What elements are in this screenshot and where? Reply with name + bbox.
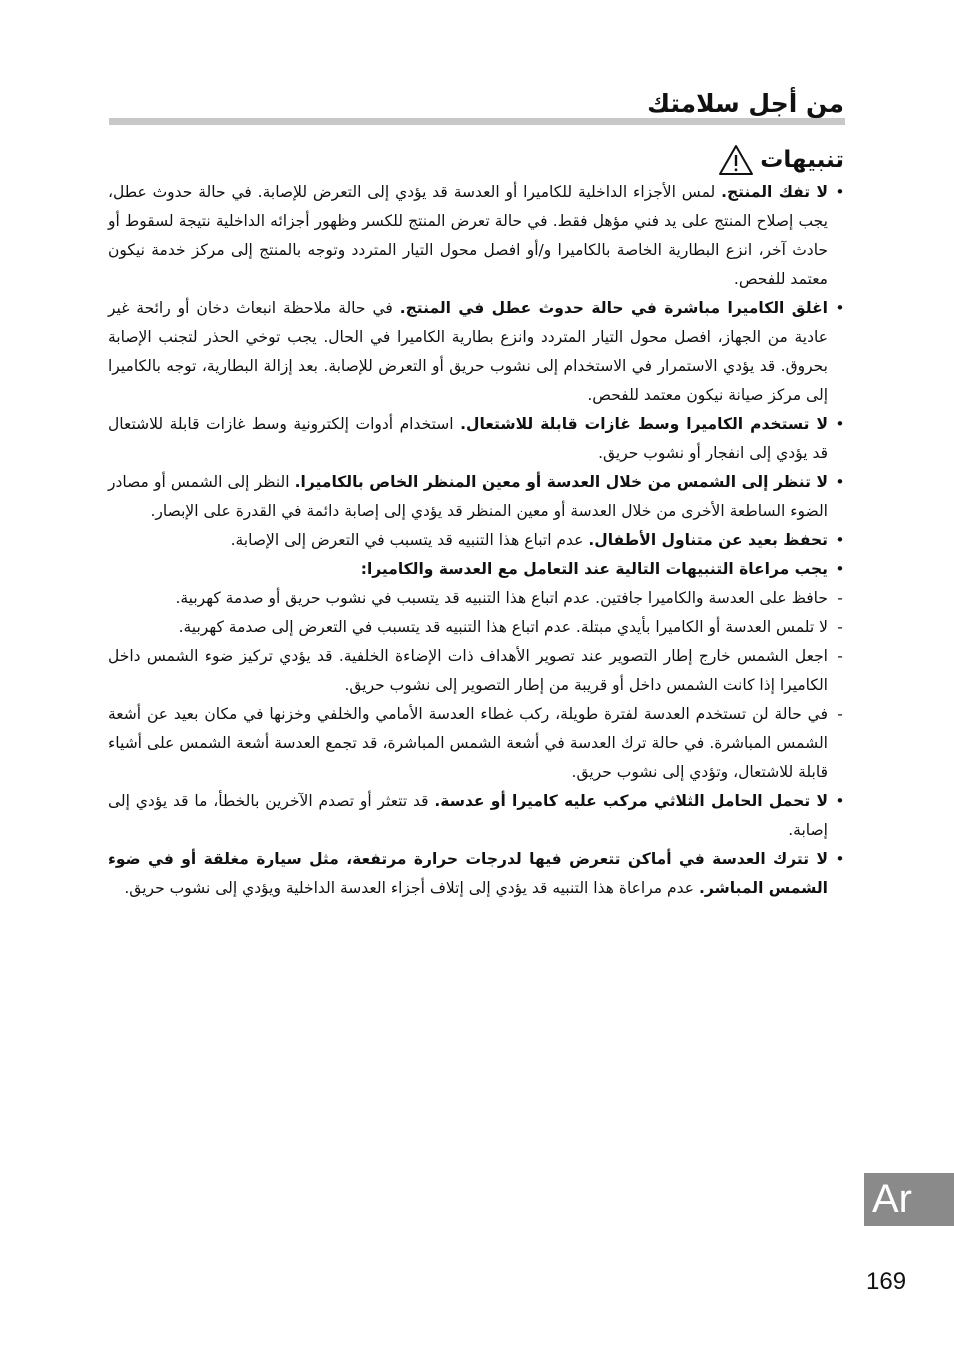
dash-marker: - xyxy=(837,618,843,636)
list-item xyxy=(108,787,850,845)
item-text: عدم مراعاة هذا التنبيه قد يؤدي إلى إتلاف أجزاء العدسة الداخلية ويؤدي إلى نشوب حريق. xyxy=(124,879,694,897)
dash-marker: - xyxy=(837,647,843,665)
item-text: في حالة ملاحظة انبعاث دخان أو رائحة غير عادية من الجهاز، افصل محول التيار المتردد وانزع بطارية الكاميرا في الحال. يجب توخي الحذر لتجنب الإصابة بحروق. قد يؤدي الاستمرار في الاستخدام إلى نشوب حريق أو التعرض للإصابة. بعد إزالة البطارية، توجه بالكاميرا إلى مركز صيانة نيكون معتمد للفحص. xyxy=(108,299,828,404)
item-text: لمس الأجزاء الداخلية للكاميرا أو العدسة قد يؤدي إلى التعرض للإصابة. في حالة حدوث عطل، يجب إصلاح المنتج على يد فني مؤهل فقط. في حالة تعرض المنتج للكسر وظهور أجزائه الداخلية نتيجة لسقوط أو حادث آخر، انزع البطارية الخاصة بالكاميرا و/أو افصل محول التيار المتردد وتوجه بالمنتج إلى مركز خدمة نيكون معتمد للفحص. xyxy=(108,183,828,288)
page-title: من أجل سلامتك xyxy=(647,89,844,118)
bullet-marker: • xyxy=(835,415,845,433)
item-heading: لا تفك المنتج. xyxy=(721,183,828,201)
item-text: قد تتعثر أو تصدم الآخرين بالخطأ، ما قد يؤدي إلى إصابة. xyxy=(108,792,828,839)
sub-item xyxy=(108,584,850,613)
page-number: 169 xyxy=(866,1268,907,1295)
item-heading: لا تستخدم الكاميرا وسط غازات قابلة للاشتعال. xyxy=(460,415,829,433)
item-text: استخدام أدوات إلكترونية وسط غازات قابلة للاشتعال قد يؤدي إلى انفجار أو نشوب حريق. xyxy=(108,415,828,462)
item-heading: لا تترك العدسة في أماكن تتعرض فيها لدرجات حرارة مرتفعة، مثل سيارة مغلقة أو في ضوء الشمس المباشر. xyxy=(108,850,828,897)
list-item xyxy=(108,845,850,903)
warnings-list xyxy=(108,178,850,903)
list-item xyxy=(108,555,850,584)
bullet-marker: • xyxy=(835,299,845,317)
language-tab: Ar xyxy=(864,1173,954,1226)
bullet-marker: • xyxy=(835,560,845,578)
item-text: عدم اتباع هذا التنبيه قد يتسبب في التعرض إلى الإصابة. xyxy=(230,531,584,549)
bullet-marker: • xyxy=(835,850,845,868)
item-heading: اغلق الكاميرا مباشرة في حالة حدوث عطل في المنتج. xyxy=(399,299,828,317)
dash-marker: - xyxy=(837,589,843,607)
list-item xyxy=(108,178,850,294)
list-item xyxy=(108,410,850,468)
item-heading: تحفظ بعيد عن متناول الأطفال. xyxy=(588,531,828,549)
bullet-marker: • xyxy=(835,183,845,201)
item-text: النظر إلى الشمس أو مصادر الضوء الساطعة الأخرى من خلال العدسة أو معين المنظر قد يؤدي إلى إصابة دائمة في القدرة على الإبصار. xyxy=(108,473,828,520)
bullet-marker: • xyxy=(835,473,845,491)
list-item xyxy=(108,526,850,555)
item-heading: يجب مراعاة التنبيهات التالية عند التعامل مع العدسة والكاميرا: xyxy=(360,560,828,578)
sub-item xyxy=(108,613,850,642)
bullet-marker: • xyxy=(835,531,845,549)
warnings-heading-text: تنبيهات xyxy=(760,147,844,173)
sub-item-text: لا تلمس العدسة أو الكاميرا بأيدي مبتلة. عدم اتباع هذا التنبيه قد يتسبب في التعرض إلى صدمة كهربية. xyxy=(178,618,828,636)
sub-item-text: في حالة لن تستخدم العدسة لفترة طويلة، ركب غطاء العدسة الأمامي والخلفي وخزنها في مكان بعيد عن أشعة الشمس المباشرة. في حالة ترك العدسة في أشعة الشمس المباشرة، قد تجمع العدسة أشعة الشمس على أشياء قابلة للاشتعال، وتؤدي إلى نشوب حريق. xyxy=(108,705,828,781)
title-rule xyxy=(109,118,845,125)
list-item xyxy=(108,468,850,526)
warnings-heading xyxy=(718,140,844,180)
sub-item xyxy=(108,642,850,700)
list-item xyxy=(108,294,850,410)
dash-marker: - xyxy=(837,705,843,723)
sub-item xyxy=(108,700,850,787)
item-heading: لا تحمل الحامل الثلاثي مركب عليه كاميرا أو عدسة. xyxy=(434,792,828,810)
warning-triangle-icon xyxy=(718,144,754,176)
item-heading: لا تنظر إلى الشمس من خلال العدسة أو معين المنظر الخاص بالكاميرا. xyxy=(294,473,829,491)
sub-item-text: حافظ على العدسة والكاميرا جافتين. عدم اتباع هذا التنبيه قد يتسبب في نشوب حريق أو صدمة كهربية. xyxy=(175,589,828,607)
sub-item-text: اجعل الشمس خارج إطار التصوير عند تصوير الأهداف ذات الإضاءة الخلفية. قد يؤدي تركيز ضوء الشمس داخل الكاميرا إذا كانت الشمس داخل أو قريبة من إطار التصوير إلى نشوب حريق. xyxy=(108,647,828,694)
bullet-marker: • xyxy=(835,792,845,810)
